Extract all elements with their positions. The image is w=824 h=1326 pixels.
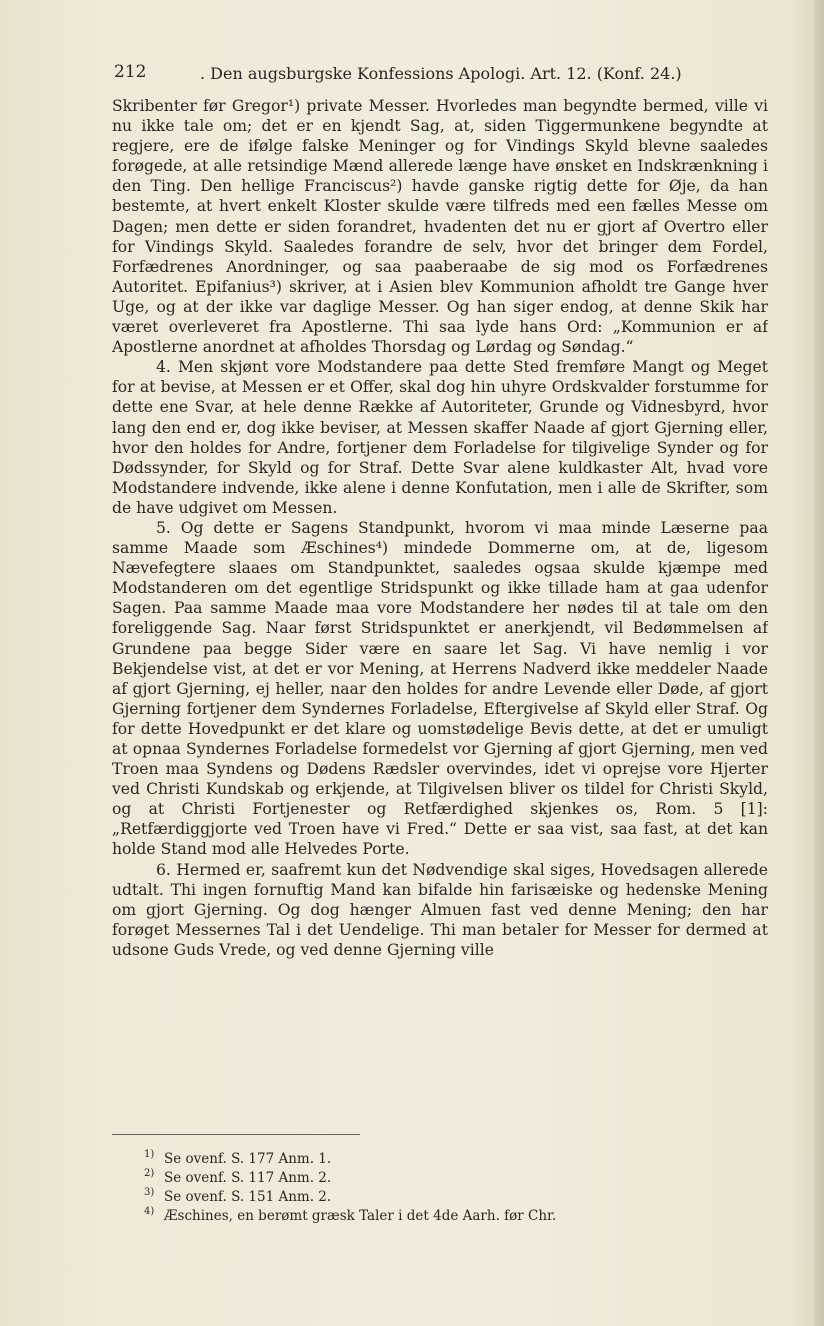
- footnote-text: Se ovenf. S. 117 Anm. 2.: [164, 1170, 332, 1186]
- running-title: . Den augsburgske Konfessions Apologi. Art. 12. (Konf. 24.): [200, 64, 682, 83]
- footnote-marker: 1): [144, 1149, 155, 1160]
- footnote-text: Se ovenf. S. 177 Anm. 1.: [164, 1151, 332, 1167]
- body-text: [112, 96, 768, 1116]
- paragraph-5: 5. Og dette er Sagens Standpunkt, hvorom vi maa minde Læserne paa samme Maade som Æschines⁴) mindede Dommerne om, at de, ligesom Nævefegtere slaaes om Standpunktet, saaledes ogsaa skulde kjæmpe med Modstanderen om det egentlige Stridspunkt og ikke tillade ham at gaa udenfor Sagen. Paa samme Maade maa vore Modstandere her nødes til at tale om den foreliggende Sag. Naar først Stridspunktet er anerkjendt, vil Bedømmelsen af Grundene paa begge Sider være en saare let Sag. Vi have nemlig i vor Bekjendelse vist, at det er vor Mening, at Herrens Nadverd ikke meddeler Naade af gjort Gjerning, ej heller, naar den holdes for andre Levende eller Døde, af gjort Gjerning fortjener dem Syndernes Forladelse, Eftergivelse af Skyld eller Straf. Og for dette Hovedpunkt er det klare og uomstødelige Bevis dette, at det er umuligt at opnaa Syndernes Forladelse formedelst vor Gjerning af gjort Gjerning, men ved Troen maa Syndens og Dødens Rædsler overvindes, idet vi oprejse vore Hjerter ved Christi Kundskab og erkjende, at Tilgivelsen bliver os tildel for Christi Skyld, og at Christi Fortjenester og Retfærdighed skjenkes os, Rom. 5 [1]: „Retfærdiggjorte ved Troen have vi Fred.“ Dette er saa vist, saa fast, at det kan holde Stand mod alle Helvedes Porte.: [112, 518, 768, 859]
- footnote-3: [144, 1188, 744, 1207]
- footnote-4: [144, 1207, 744, 1226]
- footnote-marker: 3): [144, 1187, 155, 1198]
- footnote-text: Se ovenf. S. 151 Anm. 2.: [164, 1189, 332, 1205]
- footnote-text: Æschines, en berømt græsk Taler i det 4de Aarh. før Chr.: [164, 1208, 557, 1224]
- footnote-2: [144, 1169, 744, 1188]
- paragraph-4: 4. Men skjønt vore Modstandere paa dette Sted fremføre Mangt og Meget for at bevise, at Messen er et Offer, skal dog hin uhyre Ordskvalder forstumme for dette ene Svar, at hele denne Række af Autoriteter, Grunde og Vidnesbyrd, hvor lang den end er, dog ikke beviser, at Messen skaffer Naade af gjort Gjerning eller, hvor den holdes for Andre, fortjener dem Forladelse for tilgivelige Synder og for Dødssynder, for Skyld og for Straf. Dette Svar alene kuldkaster Alt, hvad vore Modstandere indvende, ikke alene i denne Konfutation, men i alle de Skrifter, som de have udgivet om Messen.: [112, 358, 768, 517]
- page-edge: [814, 0, 824, 1326]
- footnotes: [144, 1150, 744, 1226]
- footnote-1: [144, 1150, 744, 1169]
- footnote-marker: 4): [144, 1206, 155, 1217]
- page-number: 212: [114, 62, 147, 82]
- page-header: [114, 62, 714, 88]
- footnote-divider: [112, 1134, 360, 1135]
- footnote-marker: 2): [144, 1168, 155, 1179]
- paragraph-6: 6. Hermed er, saafremt kun det Nødvendige skal siges, Hovedsagen allerede udtalt. Thi ingen fornuftig Mand kan bifalde hin farisæiske og hedenske Mening om gjort Gjerning. Og dog hænger Almuen fast ved denne Mening; den har forøget Messernes Tal i det Uendelige. Thi man betaler for Messer for dermed at udsone Guds Vrede, og ved denne Gjerning ville: [112, 860, 768, 959]
- paragraph-continuation: Skribenter før Gregor¹) private Messer. Hvorledes man begyndte bermed, ville vi nu ikke tale om; det er en kjendt Sag, at, siden Tiggermunkene begyndte at regjere, ere de ifølge falske Meninger og for Vindings Skyld blevne saaledes forøgede, at alle retsindige Mænd allerede længe have ønsket en Indskrænkning i den Ting. Den hellige Franciscus²) havde ganske rigtig dette for Øje, da han bestemte, at hvert enkelt Kloster skulde være tilfreds med een fælles Messe om Dagen; men dette er siden forandret, hvadenten det nu er gjort af Overtro eller for Vindings Skyld. Saaledes forandre de selv, hvor det bringer dem Fordel, Forfædrenes Anordninger, og saa paaberaabe de sig mod os Forfædrenes Autoritet. Epifanius³) skriver, at i Asien blev Kommunion afholdt tre Gange hver Uge, og at der ikke var daglige Messer. Og han siger endog, at denne Skik har været overleveret fra Apostlerne. Thi saa lyde hans Ord: „Kommunion er af Apostlerne anordnet at afholdes Thorsdag og Lørdag og Søndag.“: [112, 97, 768, 357]
